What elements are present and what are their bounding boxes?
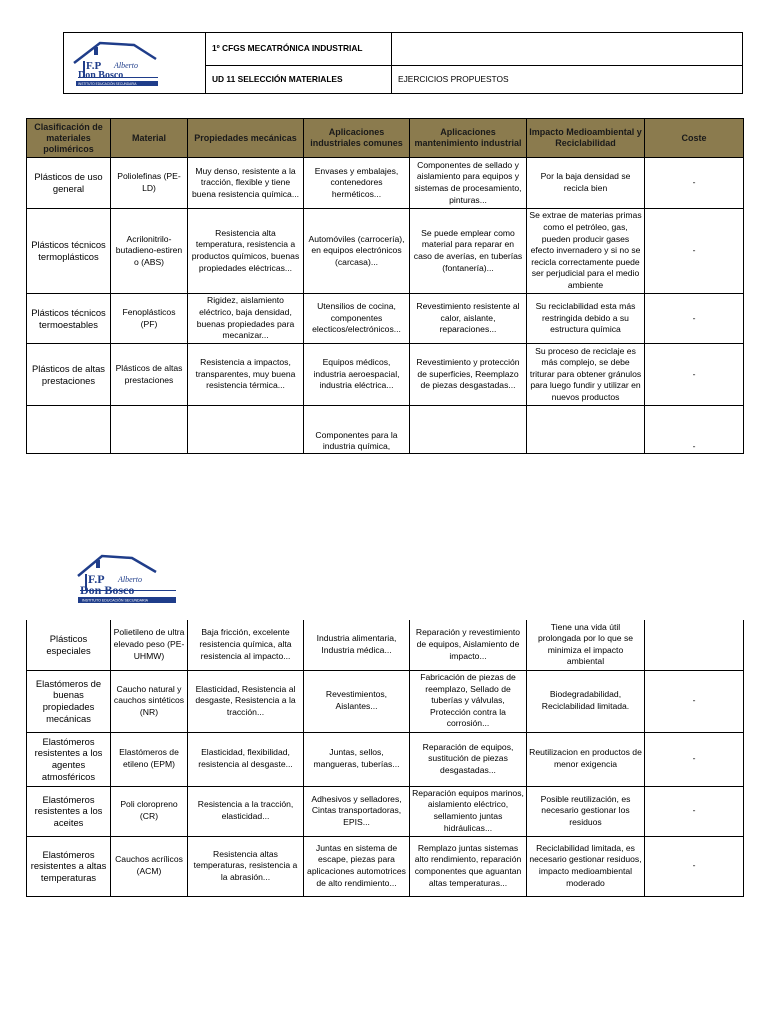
table-row bbox=[27, 209, 744, 294]
cell-material: Plásticos de altas prestaciones bbox=[111, 344, 188, 406]
cell-industrial-apps: Equipos médicos, industria aeroespacial, industria eléctrica... bbox=[304, 344, 410, 406]
school-logo-cell bbox=[64, 33, 206, 94]
cell-environment: Reutilizacion en productos de menor exigencia bbox=[527, 732, 645, 786]
cell-cost: - bbox=[645, 158, 744, 209]
logo-name-text: Don Bosco bbox=[78, 70, 124, 81]
cell-environment: Posible reutilización, es necesario gestionar los residuos bbox=[527, 786, 645, 836]
cell-cost: - bbox=[645, 406, 744, 454]
document-header bbox=[63, 32, 743, 94]
cell-maintenance-apps: Componentes de sellado y aislamiento para equipos y sistemas de procesamiento, pinturas... bbox=[410, 158, 527, 209]
col-header-environment: Impacto Medioambiental y Reciclabilidad bbox=[527, 119, 645, 158]
cell-maintenance-apps: Revestimiento resistente al calor, aislante, reparaciones... bbox=[410, 294, 527, 344]
cell-environment: Su reciclabilidad esta más restringida debido a su estructura química bbox=[527, 294, 645, 344]
table-row bbox=[27, 786, 744, 836]
table-row bbox=[27, 670, 744, 732]
cell-industrial-apps: Utensilios de cocina, componentes electicos/electrónicos... bbox=[304, 294, 410, 344]
cell-material: Acrilonitrilo-butadieno-estiren o (ABS) bbox=[111, 209, 188, 294]
cell-cost: - bbox=[645, 732, 744, 786]
cell-cost: - bbox=[645, 344, 744, 406]
cell-classification: Plásticos técnicos termoplásticos bbox=[27, 209, 111, 294]
cell-classification: Plásticos técnicos termoestables bbox=[27, 294, 111, 344]
cell-classification: Elastómeros resistentes a altas temperaturas bbox=[27, 836, 111, 896]
cell-classification bbox=[27, 406, 111, 454]
col-header-maintenance-apps: Aplicaciones mantenimiento industrial bbox=[410, 119, 527, 158]
cell-environment: Se extrae de materias primas como el petróleo, gas, pueden producir gases efecto invernadero y si no se recicla correctamente puede ser perjudicial para el medio ambiente bbox=[527, 209, 645, 294]
cell-industrial-apps: Envases y embalajes, contenedores herméticos... bbox=[304, 158, 410, 209]
cell-environment: Reciclabilidad limitada, es necesario gestionar residuos, impacto medioambiental moderado bbox=[527, 836, 645, 896]
cell-cost: - bbox=[645, 294, 744, 344]
table-row bbox=[27, 158, 744, 209]
cell-industrial-apps: Revestimientos, Aislantes... bbox=[304, 670, 410, 732]
cell-material: Elastómeros de etileno (EPM) bbox=[111, 732, 188, 786]
cell-maintenance-apps: Fabricación de piezas de reemplazo, Sellado de tuberías y válvulas, Protección contra la corrosión... bbox=[410, 670, 527, 732]
materials-table-2 bbox=[26, 620, 744, 897]
school-logo bbox=[64, 33, 206, 93]
table-row bbox=[27, 344, 744, 406]
table-row bbox=[27, 406, 744, 454]
col-header-material: Material bbox=[111, 119, 188, 158]
cell-environment: Tiene una vida útil prolongada por lo que se minimiza el impacto ambiental bbox=[527, 620, 645, 670]
unit-title: UD 11 SELECCIÓN MATERIALES bbox=[206, 65, 392, 93]
col-header-mechanical: Propiedades mecánicas bbox=[188, 119, 304, 158]
cell-mechanical: Elasticidad, flexibilidad, resistencia al desgaste... bbox=[188, 732, 304, 786]
logo-script-text: Alberto bbox=[114, 61, 138, 70]
cell-maintenance-apps: Reparación y revestimiento de equipos, Aislamiento de impacto... bbox=[410, 620, 527, 670]
cell-classification: Plásticos especiales bbox=[27, 620, 111, 670]
cell-maintenance-apps: Reparación de equipos, sustitución de piezas desgastadas... bbox=[410, 732, 527, 786]
cell-industrial-apps: Juntas en sistema de escape, piezas para aplicaciones automotrices de alto rendimiento... bbox=[304, 836, 410, 896]
col-header-industrial-apps: Aplicaciones industriales comunes bbox=[304, 119, 410, 158]
cell-maintenance-apps: Se puede emplear como material para reparar en caso de averías, en tuberías (fontanería)... bbox=[410, 209, 527, 294]
cell-material: Poliolefinas (PE-LD) bbox=[111, 158, 188, 209]
cell-material: Fenoplásticos (PF) bbox=[111, 294, 188, 344]
logo-script-text: Alberto bbox=[118, 575, 142, 584]
cell-mechanical: Rigidez, aislamiento eléctrico, baja densidad, buenas propiedades para mecanizar... bbox=[188, 294, 304, 344]
table-header-row bbox=[27, 119, 744, 158]
cell-industrial-apps: Componentes para la industria química, bbox=[304, 406, 410, 454]
table-row bbox=[27, 732, 744, 786]
logo-tagline: INSTITUTO EDUCACIÓN SECUNDARIA bbox=[82, 598, 149, 603]
cell-maintenance-apps: Remplazo juntas sistemas alto rendimiento, reparación componentes que aguantan altas temperaturas... bbox=[410, 836, 527, 896]
cell-mechanical: Resistencia alta temperatura, resistencia a productos químicos, buenas propiedades eléctricas... bbox=[188, 209, 304, 294]
cell-maintenance-apps: Revestimiento y protección de superficies, Reemplazo de piezas desgastadas... bbox=[410, 344, 527, 406]
cell-mechanical: Resistencia a la tracción, elasticidad... bbox=[188, 786, 304, 836]
cell-classification: Elastómeros de buenas propiedades mecánicas bbox=[27, 670, 111, 732]
cell-classification: Plásticos de uso general bbox=[27, 158, 111, 209]
cell-classification: Plásticos de altas prestaciones bbox=[27, 344, 111, 406]
cell-industrial-apps: Industria alimentaria, Industria médica... bbox=[304, 620, 410, 670]
materials-table-1 bbox=[26, 118, 744, 454]
cell-cost: - bbox=[645, 209, 744, 294]
cell-environment: Su proceso de reciclaje es más complejo, se debe triturar para obtener gránulos para luego fundir y utilizar en nuevos productos bbox=[527, 344, 645, 406]
school-logo-page2 bbox=[72, 550, 184, 606]
cell-classification: Elastómeros resistentes a los aceites bbox=[27, 786, 111, 836]
cell-environment bbox=[527, 406, 645, 454]
logo-fp-text: F.P bbox=[88, 572, 105, 586]
col-header-classification: Clasificación de materiales poliméricos bbox=[27, 119, 111, 158]
course-title: 1º CFGS MECATRÓNICA INDUSTRIAL bbox=[206, 33, 392, 66]
cell-cost bbox=[645, 620, 744, 670]
cell-maintenance-apps: Reparación equipos marinos, aislamiento eléctrico, sellamiento juntas hidráulicas... bbox=[410, 786, 527, 836]
cell-maintenance-apps bbox=[410, 406, 527, 454]
logo-fp-text: F.P bbox=[86, 60, 102, 72]
cell-material: Caucho natural y cauchos sintéticos (NR) bbox=[111, 670, 188, 732]
logo-name-text: Don Bosco bbox=[80, 583, 135, 597]
cell-mechanical: Elasticidad, Resistencia al desgaste, Resistencia a la tracción... bbox=[188, 670, 304, 732]
cell-industrial-apps: Adhesivos y selladores, Cintas transportadoras, EPIS... bbox=[304, 786, 410, 836]
exercises-label: EJERCICIOS PROPUESTOS bbox=[392, 65, 743, 93]
cell-mechanical: Muy denso, resistente a la tracción, flexible y tiene buena resistencia química... bbox=[188, 158, 304, 209]
cell-material: Poli cloropreno (CR) bbox=[111, 786, 188, 836]
cell-cost: - bbox=[645, 670, 744, 732]
table-row bbox=[27, 620, 744, 670]
cell-classification: Elastómeros resistentes a los agentes atmosféricos bbox=[27, 732, 111, 786]
cell-mechanical: Resistencia a impactos, transparentes, muy buena resistencia térmica... bbox=[188, 344, 304, 406]
col-header-cost: Coste bbox=[645, 119, 744, 158]
cell-mechanical bbox=[188, 406, 304, 454]
cell-mechanical: Resistencia altas temperaturas, resistencia a la abrasión... bbox=[188, 836, 304, 896]
table-row bbox=[27, 294, 744, 344]
cell-environment: Biodegradabilidad, Reciclabilidad limitada. bbox=[527, 670, 645, 732]
table-row bbox=[27, 836, 744, 896]
cell-mechanical: Baja fricción, excelente resistencia química, alta resistencia al impacto... bbox=[188, 620, 304, 670]
cell-industrial-apps: Automóviles (carrocería), en equipos electrónicos (carcasa)... bbox=[304, 209, 410, 294]
cell-cost: - bbox=[645, 786, 744, 836]
logo-tagline: INSTITUTO EDUCACIÓN SECUNDARIA bbox=[78, 82, 137, 86]
cell-material: Polietileno de ultra elevado peso (PE-UHMW) bbox=[111, 620, 188, 670]
cell-environment: Por la baja densidad se recicla bien bbox=[527, 158, 645, 209]
cell-industrial-apps: Juntas, sellos, mangueras, tuberías... bbox=[304, 732, 410, 786]
cell-material: Cauchos acrílicos (ACM) bbox=[111, 836, 188, 896]
cell-cost: - bbox=[645, 836, 744, 896]
header-empty-cell bbox=[392, 33, 743, 66]
cell-material bbox=[111, 406, 188, 454]
